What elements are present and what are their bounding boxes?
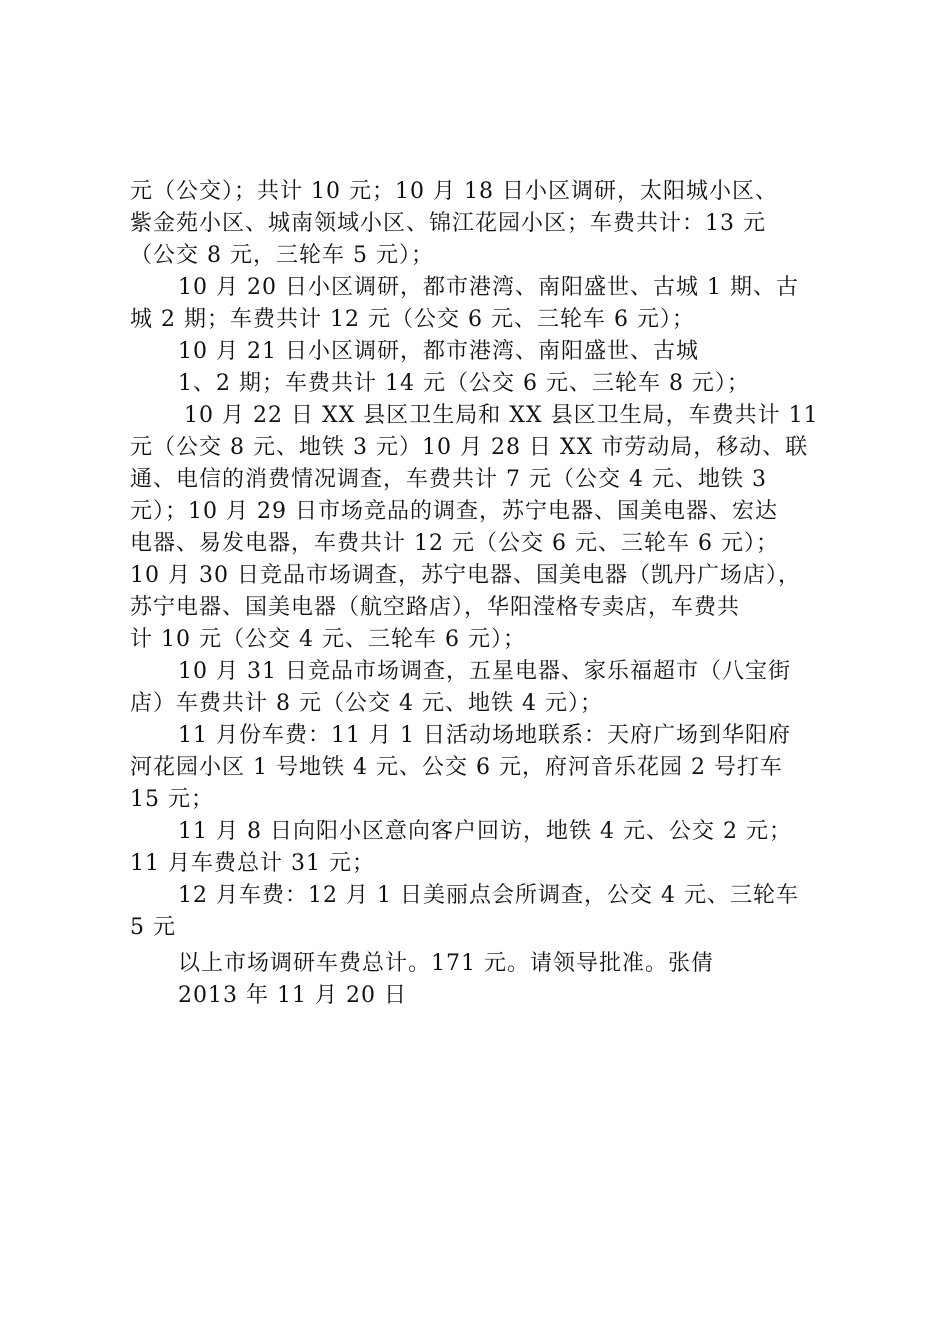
text-line: 通、电信的消费情况调查，车费共计 7 元（公交 4 元、地铁 3 xyxy=(130,467,767,492)
text-line: 计 10 元（公交 4 元、三轮车 6 元）； xyxy=(130,627,526,652)
date-line: 2013 年 11 月 20 日 xyxy=(178,983,407,1008)
text-line: 店）车费共计 8 元（公交 4 元、地铁 4 元）； xyxy=(130,691,603,716)
text-line: 11 月车费总计 31 元； xyxy=(130,851,375,876)
text-line: 电器、易发电器，车费共计 12 元（公交 6 元、三轮车 6 元）； xyxy=(130,531,779,556)
text-line: 元（公交）；共计 10 元；10 月 18 日小区调研，太阳城小区、 xyxy=(130,179,778,204)
text-line: （公交 8 元，三轮车 5 元）； xyxy=(130,243,434,268)
text-line: 10 月 30 日竞品市场调查，苏宁电器、国美电器（凯丹广场店）， xyxy=(130,563,801,588)
text-line: 15 元； xyxy=(130,787,214,812)
text-line: 紫金苑小区、城南领域小区、锦江花园小区；车费共计：13 元 xyxy=(130,211,766,236)
text-line: 5 元 xyxy=(130,915,176,940)
paragraph-start-line: 10 月 21 日小区调研，都市港湾、南阳盛世、古城 xyxy=(178,339,699,364)
paragraph-start-line: 11 月 8 日向阳小区意向客户回访，地铁 4 元、公交 2 元； xyxy=(178,819,792,844)
text-line: 城 2 期；车费共计 12 元（公交 6 元、三轮车 6 元）； xyxy=(130,307,695,332)
paragraph-start-line: 12 月车费：12 月 1 日美丽点会所调查，公交 4 元、三轮车 xyxy=(178,883,799,908)
text-line: 1、2 期；车费共计 14 元（公交 6 元、三轮车 8 元）； xyxy=(178,371,750,396)
paragraph-start-line: 11 月份车费：11 月 1 日活动场地联系：天府广场到华阳府 xyxy=(178,723,791,748)
text-line: 元）；10 月 29 日市场竞品的调查，苏宁电器、国美电器、宏达 xyxy=(130,499,778,524)
text-line: 河花园小区 1 号地铁 4 元、公交 6 元，府河音乐花园 2 号打车 xyxy=(130,755,783,780)
paragraph-start-line: 10 月 31 日竞品市场调查，五星电器、家乐福超市（八宝街 xyxy=(178,659,791,684)
document-body xyxy=(130,176,840,1012)
paragraph-start-line: 10 月 22 日 XX 县区卫生局和 XX 县区卫生局，车费共计 11 xyxy=(184,403,819,428)
text-line: 苏宁电器、国美电器（航空路店），华阳滢格专卖店，车费共 xyxy=(130,595,741,620)
paragraph-start-line: 10 月 20 日小区调研，都市港湾、南阳盛世、古城 1 期、古 xyxy=(178,275,799,300)
text-line: 元（公交 8 元、地铁 3 元）10 月 28 日 XX 市劳动局，移动、联 xyxy=(130,435,809,460)
summary-line: 以上市场调研车费总计。171 元。请领导批准。张倩 xyxy=(178,951,714,976)
